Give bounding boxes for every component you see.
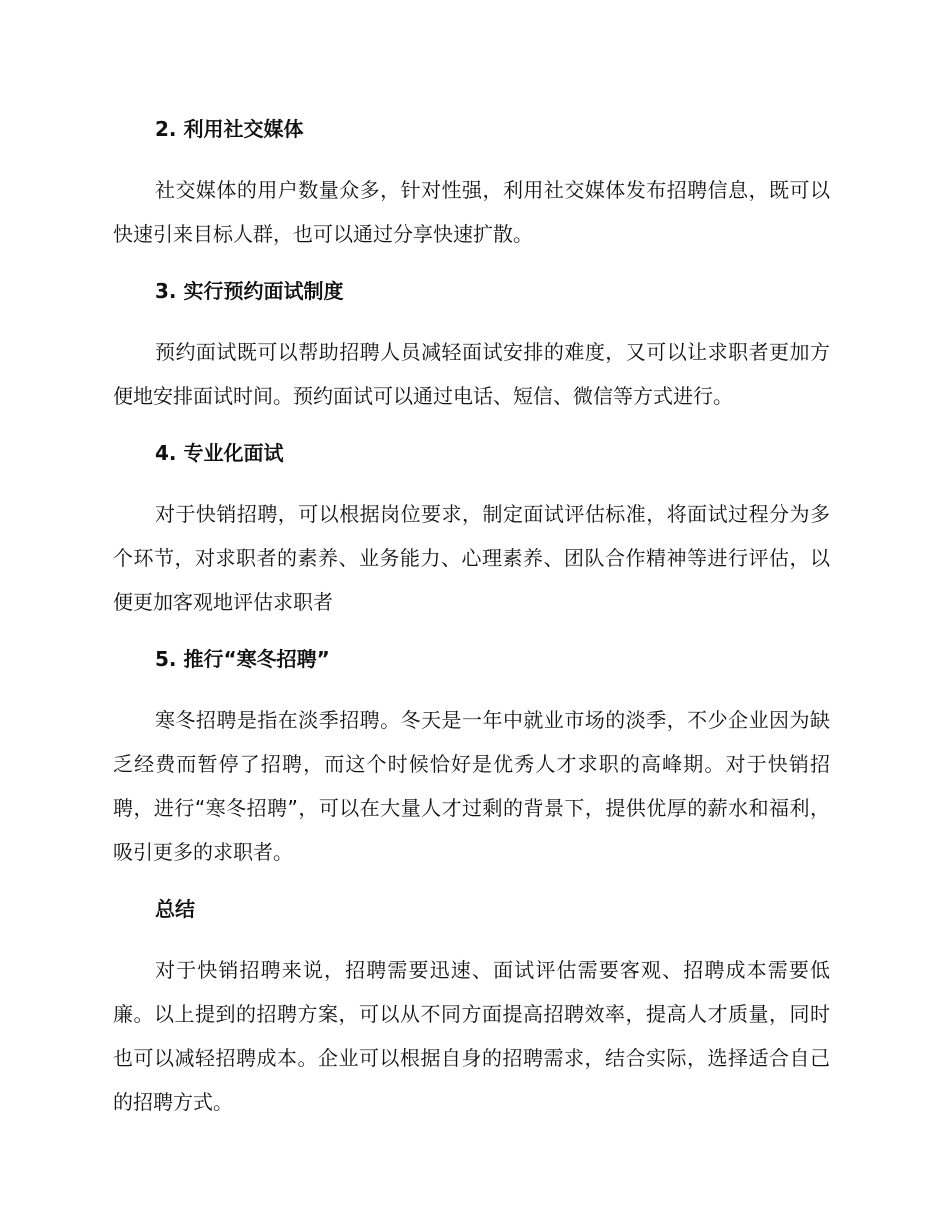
summary-paragraph: 对于快销招聘来说，招聘需要迅速、面试评估需要客观、招聘成本需要低廉。以上提到的招聘方案，可以从不同方面提高招聘效率，提高人才质量，同时也可以减轻招聘成本。企业可以根据自身的招聘需求，结合实际，选择适合自己的招聘方式。 <box>113 958 830 1114</box>
summary-heading: 总结 <box>155 897 195 921</box>
section-paragraph: 对于快销招聘，可以根据岗位要求，制定面试评估标准，将面试过程分为多个环节，对求职者的素养、业务能力、心理素养、团队合作精神等进行评估，以便更加客观地评估求职者 <box>113 502 830 614</box>
section-heading: 2. 利用社交媒体 <box>155 117 304 141</box>
section-heading: 3. 实行预约面试制度 <box>155 279 344 303</box>
section-paragraph: 社交媒体的用户数量众多，针对性强，利用社交媒体发布招聘信息，既可以快速引来目标人群，也可以通过分享快速扩散。 <box>113 178 830 246</box>
section-paragraph: 预约面试既可以帮助招聘人员减轻面试安排的难度，又可以让求职者更加方便地安排面试时间。预约面试可以通过电话、短信、微信等方式进行。 <box>113 340 830 408</box>
document-body <box>113 112 830 1124</box>
section-heading: 4. 专业化面试 <box>155 441 284 465</box>
section-paragraph: 寒冬招聘是指在淡季招聘。冬天是一年中就业市场的淡季，不少企业因为缺乏经费而暂停了招聘，而这个时候恰好是优秀人才求职的高峰期。对于快销招聘，进行“寒冬招聘”，可以在大量人才过剩的背景下，提供优厚的薪水和福利，吸引更多的求职者。 <box>113 708 830 864</box>
section-heading: 5. 推行“寒冬招聘” <box>155 647 330 671</box>
